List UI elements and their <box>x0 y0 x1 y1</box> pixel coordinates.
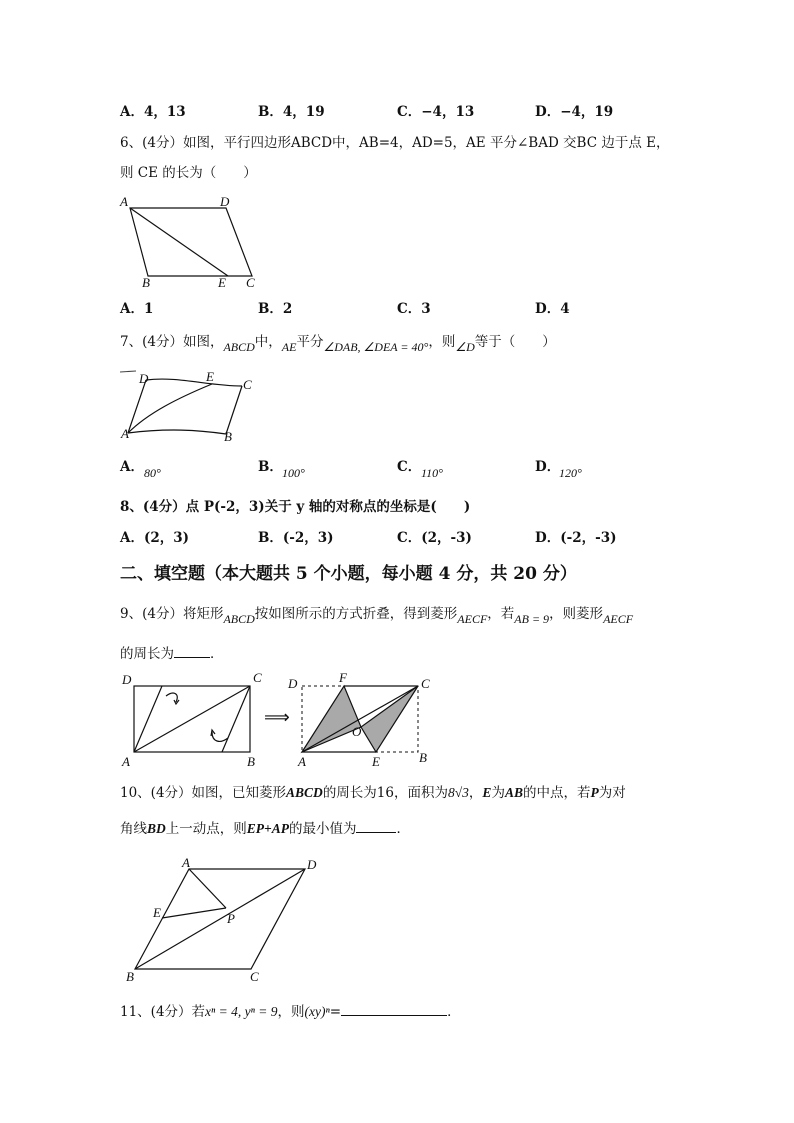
q10-abcd: ABCD <box>286 785 323 800</box>
q10-stem-line2 <box>120 822 410 837</box>
q7-prefix: 7、(4分）如图， <box>120 334 224 350</box>
q8-option-b: B．(-2，3) <box>258 530 334 546</box>
q10-label-b: B <box>126 969 134 984</box>
q7-label-d: D <box>139 371 149 386</box>
q10-end: ． <box>396 821 410 837</box>
q6-option-b: B．2 <box>258 301 293 317</box>
q7-mid3: ，则 <box>428 334 456 350</box>
q10-label-e: E <box>153 905 161 920</box>
q7-option-b-letter: B． <box>258 459 283 475</box>
q7-mid2: 平分 <box>296 334 324 350</box>
q9-mid3: ，则菱形 <box>549 606 604 622</box>
q10-line1-prefix: 10、(4分）如图，已知菱形 <box>120 785 287 801</box>
q6-label-c: C <box>246 275 255 290</box>
q9-formula: AB = 9 <box>514 612 550 626</box>
q7-option-c-value: 110° <box>421 466 443 480</box>
q9-right-label-e: E <box>372 754 380 769</box>
q9-left-label-b: B <box>247 754 255 769</box>
q6-parallelogram-figure <box>118 195 268 290</box>
q9-stem-line2 <box>120 648 224 662</box>
q9-arrow: ⟹ <box>264 707 290 727</box>
q9-stem-line1 <box>120 606 634 626</box>
q7-formula: ∠DAB, ∠DEA = 40° <box>323 340 429 354</box>
q11-end: ． <box>447 1004 461 1020</box>
q7-parallelogram-figure <box>118 368 268 448</box>
q6-label-b: B <box>142 275 150 290</box>
q7-ae: AE <box>281 340 297 354</box>
section-2-title: 二、填空题（本大题共 5 个小题，每小题 4 分，共 20 分） <box>120 564 577 584</box>
q10-label-c: C <box>250 969 259 984</box>
q6-label-a: A <box>120 194 128 209</box>
q9-end: ． <box>210 646 224 662</box>
q7-label-e: E <box>206 369 214 384</box>
q11-formula: xⁿ = 4, yⁿ = 9 <box>205 1004 278 1019</box>
q11-eq: = <box>329 1004 342 1020</box>
q10-stem-line1 <box>120 786 626 801</box>
q10-label-d: D <box>307 857 317 872</box>
q10-line1-comma: ， <box>468 785 483 801</box>
q5-option-c: C．−4，13 <box>397 104 475 120</box>
q6-option-c: C．3 <box>397 301 431 317</box>
q9-line2: 的周长为 <box>120 646 174 662</box>
q11-stem <box>120 1005 461 1020</box>
q10-area: 8√3 <box>448 785 469 800</box>
q6-option-a: A．1 <box>120 301 154 317</box>
q9-right-label-b: B <box>419 750 427 765</box>
q8-stem: 8、(4分）点 P(-2，3)关于 y 轴的对称点的坐标是( ) <box>120 499 471 515</box>
q5-option-b: B．4，19 <box>258 104 325 120</box>
q7-label-a: A <box>121 426 129 441</box>
q7-label-c: C <box>243 377 252 392</box>
q9-right-label-f: F <box>339 670 347 685</box>
q9-fold-figure <box>118 670 448 770</box>
q7-option-c-letter: C． <box>397 459 422 475</box>
q9-prefix: 9、(4分）将矩形 <box>120 606 224 622</box>
q10-line2-mid2: 的最小值为 <box>288 821 357 837</box>
q8-option-d: D．(-2，-3) <box>535 530 617 546</box>
q11-prefix: 11、(4分）若 <box>120 1004 206 1020</box>
q6-option-d: D．4 <box>535 301 570 317</box>
q7-option-a-value: 80° <box>144 466 161 480</box>
q9-left-label-a: A <box>122 754 130 769</box>
q7-abcd: ABCD <box>223 340 255 354</box>
q5-option-d: D．−4，19 <box>535 104 614 120</box>
q9-right-label-d: D <box>288 676 298 691</box>
q10-rhombus-figure <box>118 852 328 984</box>
q7-mid1: 中， <box>254 334 282 350</box>
q7-option-b-value: 100° <box>282 466 305 480</box>
q7-option-a-letter: A． <box>120 459 144 475</box>
q11-mid: ，则 <box>277 1004 305 1020</box>
q10-answer-blank <box>356 832 396 833</box>
q6-label-e: E <box>218 275 226 290</box>
q9-aecf: AECF <box>457 612 488 626</box>
q10-ab: AB <box>504 785 523 800</box>
q10-line2-prefix: 角线 <box>120 821 147 837</box>
q9-right-label-c: C <box>421 676 430 691</box>
q10-e: E <box>482 785 492 800</box>
q8-option-c: C．(2，-3) <box>397 530 472 546</box>
q10-label-a: A <box>182 855 190 870</box>
q9-mid2: ，若 <box>487 606 515 622</box>
q9-left-label-c: C <box>253 670 262 685</box>
q10-bd: BD <box>147 821 166 836</box>
q7-suffix: 等于（ ） <box>474 334 556 350</box>
q10-expr: EP+AP <box>246 821 289 836</box>
q10-label-p: P <box>227 911 235 926</box>
q7-option-d-value: 120° <box>559 466 582 480</box>
q10-line1-mid2: 为 <box>491 785 505 801</box>
q10-line1-mid: 的周长为16，面积为 <box>322 785 448 801</box>
q6-stem-line2: 则 CE 的长为（ ） <box>120 165 257 181</box>
q11-expr: (xy)ⁿ <box>304 1004 330 1019</box>
q7-label-b: B <box>224 429 232 444</box>
q9-aecf-2: AECF <box>603 612 634 626</box>
q7-option-d-letter: D． <box>535 459 561 475</box>
q9-mid1: 按如图所示的方式折叠，得到菱形 <box>254 606 458 622</box>
q7-angle-d: ∠D <box>455 340 475 354</box>
q10-line2-mid: 上一动点，则 <box>165 821 247 837</box>
q10-line1-end: 为对 <box>598 785 626 801</box>
q9-abcd: ABCD <box>223 612 255 626</box>
q11-answer-blank <box>341 1015 447 1016</box>
q9-right-label-a: A <box>298 754 306 769</box>
q8-option-a: A．(2，3) <box>120 530 190 546</box>
q7-stem <box>120 334 556 354</box>
q10-p: P <box>590 785 599 800</box>
q5-option-a: A．4，13 <box>120 104 186 120</box>
q10-line1-mid3: 的中点，若 <box>522 785 591 801</box>
q9-right-label-o: O <box>352 724 362 739</box>
q9-answer-blank <box>174 657 210 658</box>
q6-label-d: D <box>220 194 230 209</box>
q9-left-label-d: D <box>122 672 132 687</box>
q6-stem-line1: 6、(4分）如图，平行四边形ABCD中，AB=4，AD=5，AE 平分∠BAD 交BC 边于点 E， <box>120 135 670 151</box>
